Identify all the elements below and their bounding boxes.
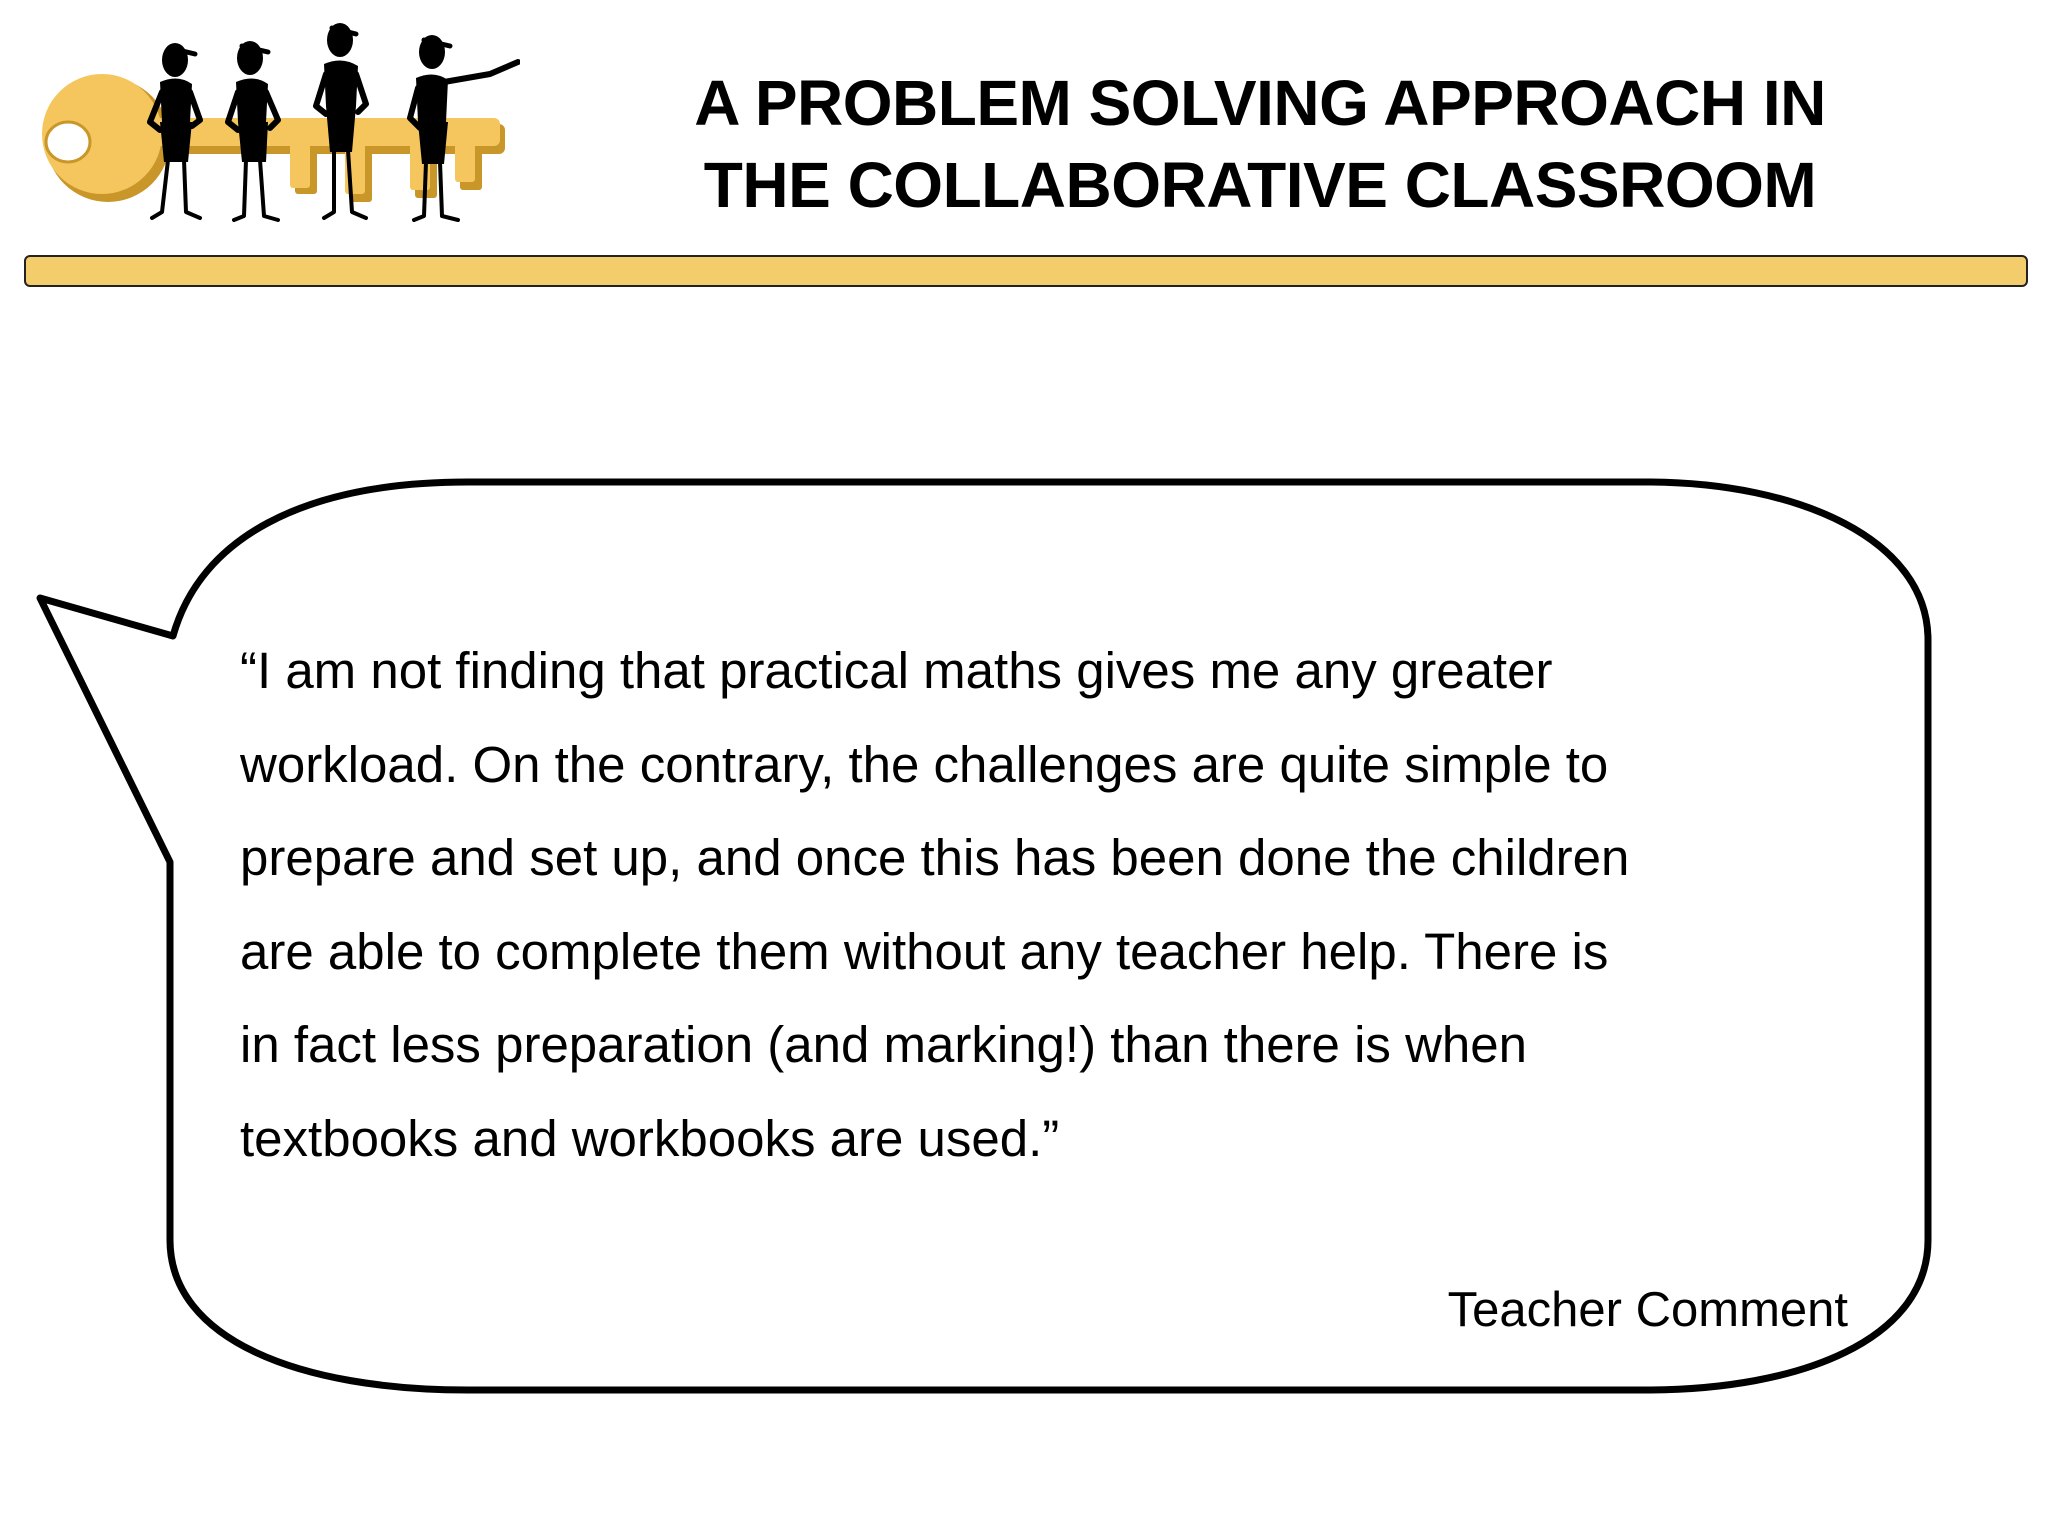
quote-line-6: textbooks and workbooks are used.” [240,1109,1060,1167]
title-line-2: THE COLLABORATIVE CLASSROOM [703,149,1817,221]
quote-line-2: workload. On the contrary, the challenges are quite simple to [240,735,1609,793]
quote-line-3: prepare and set up, and once this has been done the children [240,829,1630,886]
quote-line-4: are able to complete them without any teacher help. There is [240,922,1609,980]
quote-line-5: in fact less preparation (and marking!) than there is when [240,1016,1528,1073]
teacher-quote [240,624,1880,1185]
quote-line-1: “I am not finding that practical maths gives me any greater [240,642,1553,699]
quote-attribution: Teacher Comment [1447,1283,1848,1337]
title-line-1: A PROBLEM SOLVING APPROACH IN [694,67,1826,139]
